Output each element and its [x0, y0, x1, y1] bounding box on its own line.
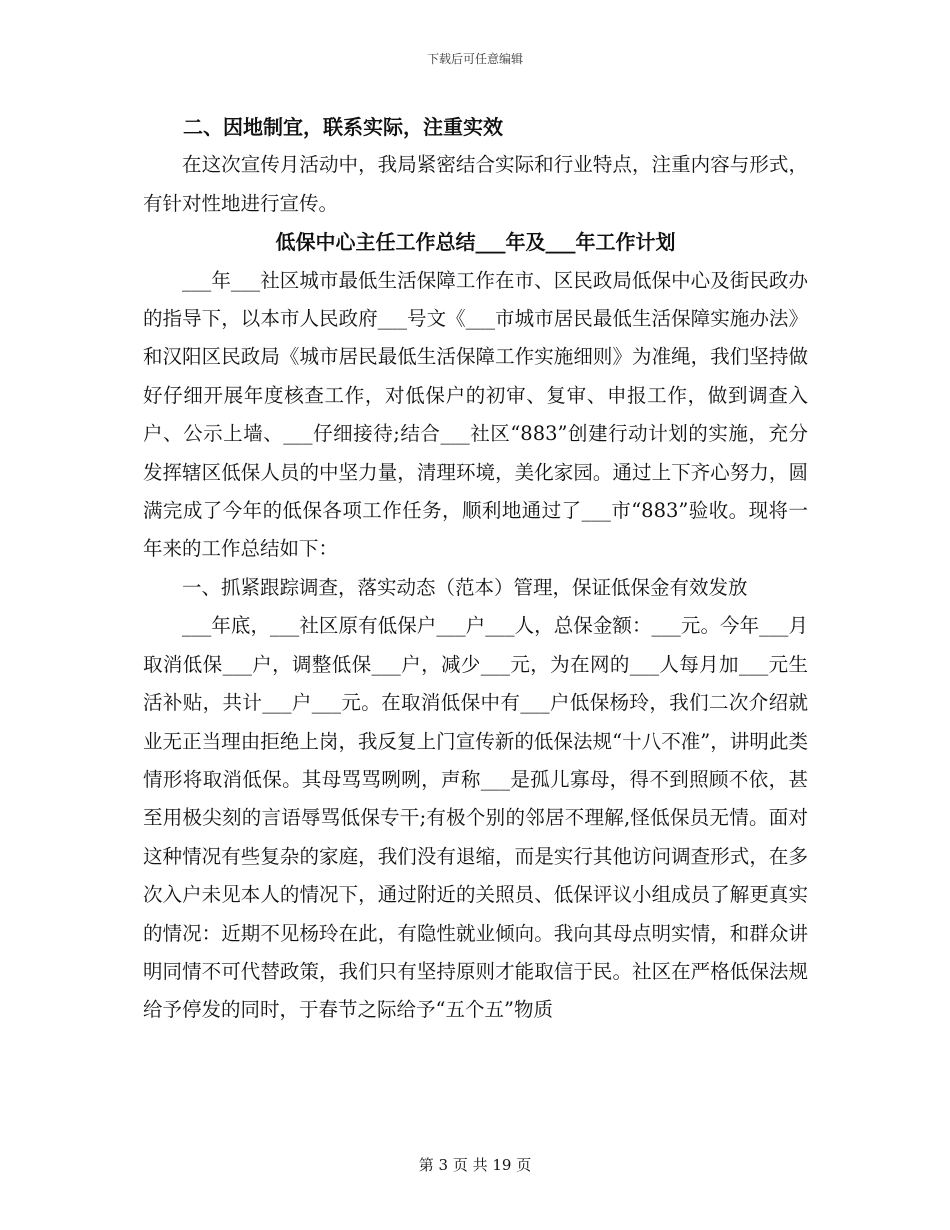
intro-paragraph: ___年___社区城市最低生活保障工作在市、区民政局低保中心及街民政办的指导下，以本市人民政府___号文《___市城市居民最低生活保障实施办法》和汉阳区民政局《城市居民最低生活保障工作实施细则》为准绳，我们坚持做好仔细开展年度核查工作，对低保户的初审、复审、申报工作，做到调查入户、公示上墙、___仔细接待;结合___社区“883”创建行动计划的实施，充分发挥辖区低保人员的中坚力量，清理环境，美化家园。通过上下齐心努力，圆满完成了今年的低保各项工作任务，顺利地通过了___市“883”验收。现将一年来的工作总结如下： [143, 268, 808, 561]
document-title: 低保中心主任工作总结___年及___年工作计划 [275, 230, 676, 255]
section-paragraph: 在这次宣传月活动中，我局紧密结合实际和行业特点，注重内容与形式，有针对性地进行宣传。 [143, 153, 808, 215]
section-heading: 二、因地制宜，联系实际，注重实效 [183, 115, 503, 139]
page-footer: 第 3 页 共 19 页 [418, 1156, 532, 1174]
point1-heading: 一、抓紧跟踪调查，落实动态（范本）管理，保证低保金有效发放 [182, 575, 748, 599]
page-header: 下载后可任意编辑 [426, 52, 523, 66]
document-body [143, 108, 808, 1030]
point1-paragraph: ___年底，___社区原有低保户___户___人，总保金额：___元。今年___月取消低保___户，调整低保___户，减少___元，为在网的___人每月加___元生活补贴，共计___户___元。在取消低保中有___户低保杨玲，我们二次介绍就业无正当理由拒绝上岗，我反复上门宣传新的低保法规“十八不准”，讲明此类情形将取消低保。其母骂骂咧咧，声称___是孤儿寡母，得不到照顾不依，甚至用极尖刻的言语辱骂低保专干;有极个别的邻居不理解,怪低保员无情。面对这种情况有些复杂的家庭，我们没有退缩，而是实行其他访问调查形式，在多次入户未见本人的情况下，通过附近的关照员、低保评议小组成员了解更真实的情况：近期不见杨玲在此，有隐性就业倾向。我向其母点明实情，和群众讲明同情不可代替政策，我们只有坚持原则才能取信于民。社区在严格低保法规给予停发的同时，于春节之际给予“五个五”物质 [143, 614, 808, 1022]
